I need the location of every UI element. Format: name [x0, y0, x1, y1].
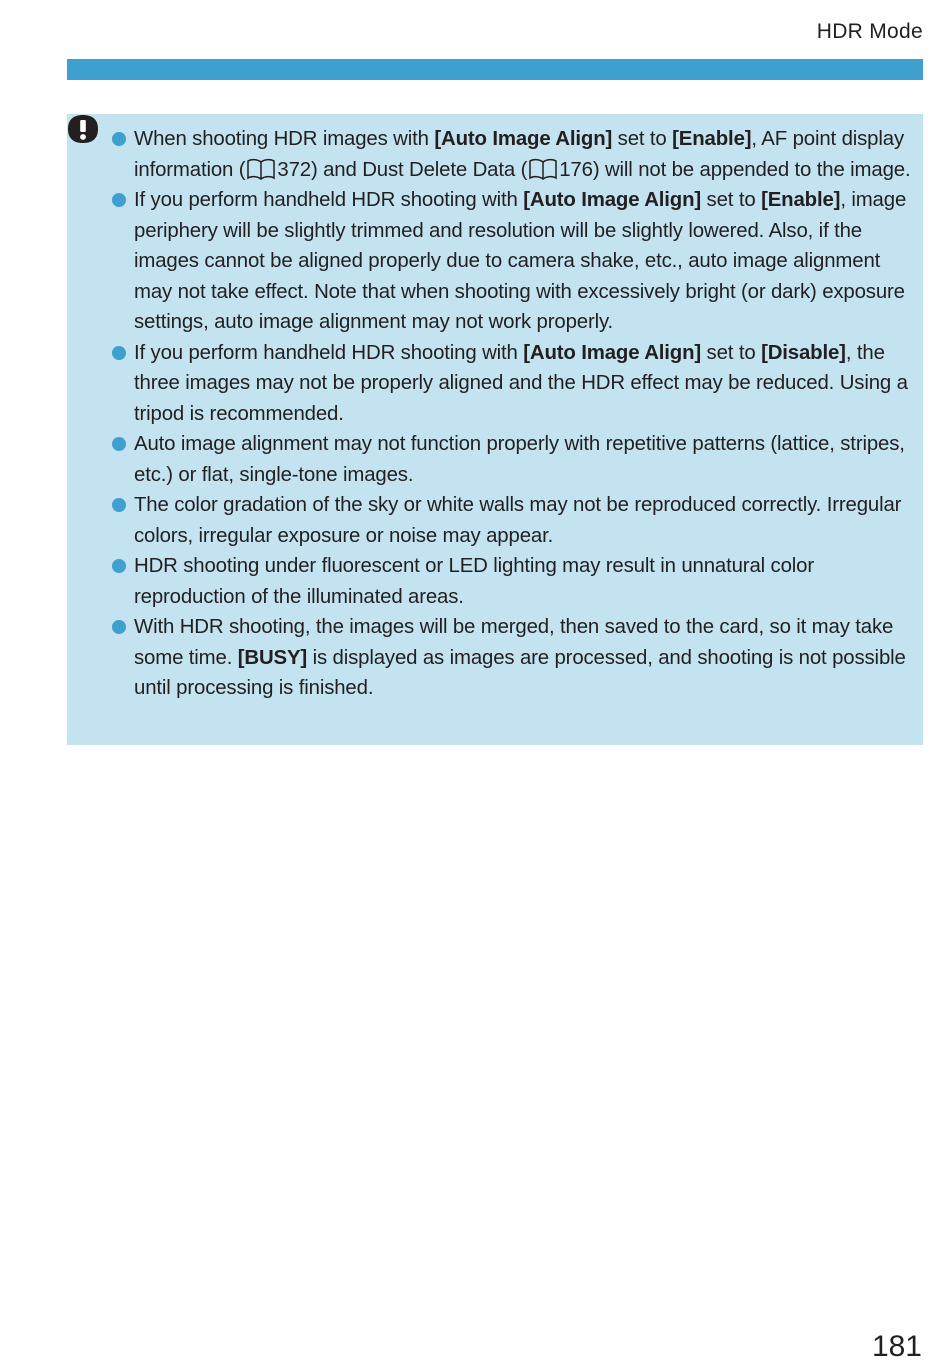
page-reference: 372: [277, 158, 311, 181]
menu-setting-text: [Auto Image Align]: [523, 189, 702, 211]
note-text: When shooting HDR images with: [134, 128, 435, 150]
note-text: , image periphery will be slightly trimmed and resolution will be slightly lowered. Also, if the images cannot be aligned properly due to camera shake, etc., auto image alignment may not take effect. Note that when shooting with excessively bright (or dark) exposure settings, auto image alignment may not work properly.: [134, 189, 907, 333]
note-text: If you perform handheld HDR shooting with: [134, 341, 524, 364]
note-text: Auto image alignment may not function properly with repetitive patterns (lattice, stripes, etc.) or flat, single-tone images.: [134, 433, 905, 486]
bullet-icon: [112, 193, 126, 207]
menu-setting-text: [Auto Image Align]: [434, 128, 613, 150]
note-text: set to: [612, 128, 673, 150]
note-text: , AF point display information (: [134, 128, 904, 181]
bullet-icon: [112, 559, 126, 573]
caution-note: [112, 429, 917, 490]
menu-setting-text: [Disable]: [761, 341, 846, 364]
menu-setting-text: [BUSY]: [237, 646, 308, 669]
page-reference: 176: [559, 158, 593, 181]
caution-note: [112, 185, 917, 338]
bullet-icon: [112, 620, 126, 634]
section-title: HDR Mode: [816, 20, 923, 43]
note-text: , the three images may not be properly aligned and the HDR effect may be reduced. Using a tripod is recommended.: [134, 341, 908, 425]
note-text: is displayed as images are processed, and shooting is not possible until processing is finished.: [134, 646, 906, 699]
note-text: set to: [701, 189, 762, 211]
header-bar: [67, 59, 923, 80]
caution-note: [112, 551, 917, 612]
caution-note: [112, 124, 917, 185]
note-text: ) and Dust Delete Data (: [310, 158, 528, 181]
caution-note: [112, 338, 917, 430]
caution-note: [112, 490, 917, 551]
bullet-icon: [112, 132, 126, 146]
note-text: With HDR shooting, the images will be merged, then saved to the card, so it may take some time.: [134, 616, 894, 669]
menu-setting-text: [Enable]: [672, 128, 752, 150]
bullet-icon: [112, 346, 126, 360]
book-icon: [246, 158, 276, 180]
caution-notes-list: [112, 124, 917, 704]
caution-box: [67, 114, 923, 745]
menu-setting-text: [Auto Image Align]: [523, 341, 702, 364]
page-number: 181: [871, 1330, 922, 1363]
note-text: The color gradation of the sky or white walls may not be reproduced correctly. Irregular colors, irregular exposure or noise may appear.: [134, 494, 902, 547]
caution-icon: [67, 114, 99, 144]
note-text: ) will not be appended to the image.: [592, 158, 911, 181]
menu-setting-text: [Enable]: [761, 189, 841, 211]
note-text: set to: [701, 341, 762, 364]
bullet-icon: [112, 498, 126, 512]
note-text: HDR shooting under fluorescent or LED lighting may result in unnatural color reproduction of the illuminated areas.: [134, 555, 814, 608]
book-icon: [528, 158, 558, 180]
bullet-icon: [112, 437, 126, 451]
caution-note: [112, 612, 917, 704]
note-text: If you perform handheld HDR shooting with: [134, 189, 524, 211]
